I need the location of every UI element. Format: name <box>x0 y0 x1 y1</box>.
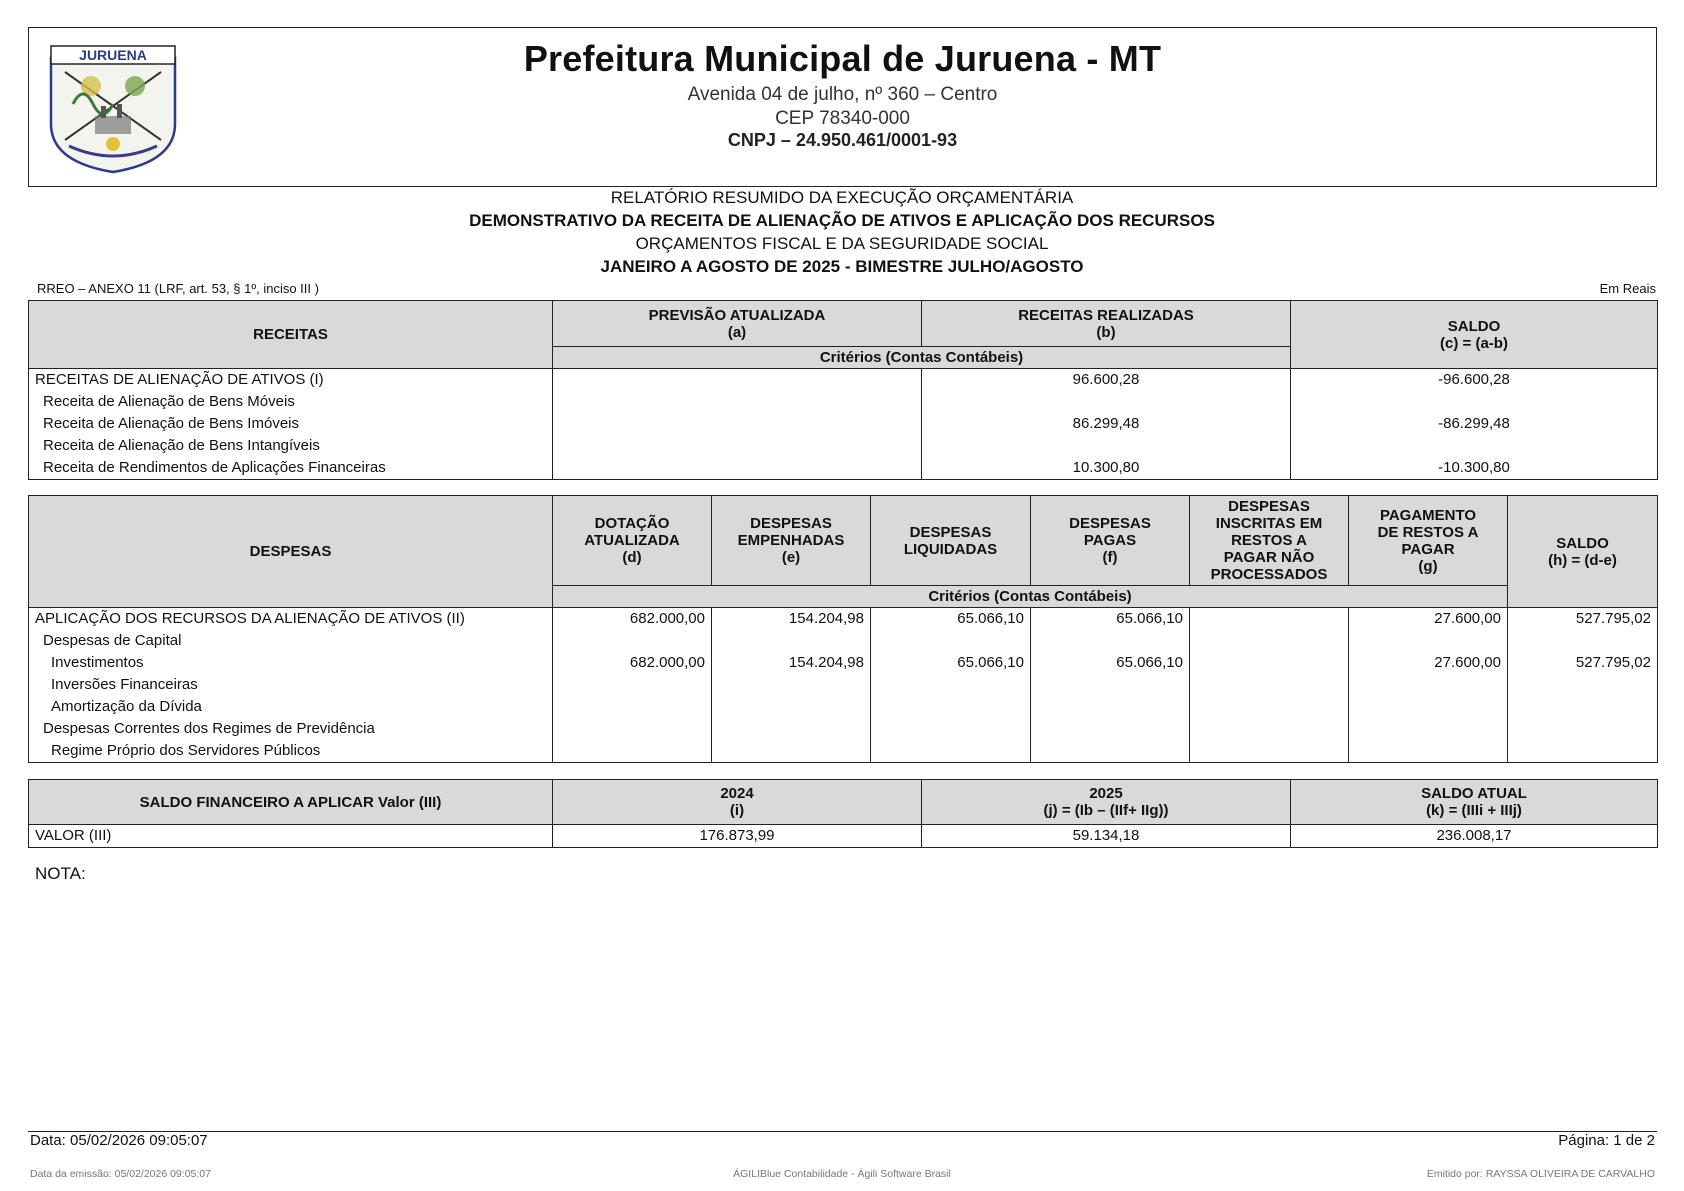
col-empenhadas: DESPESAS EMPENHADAS (e) <box>712 496 871 586</box>
table-row: Investimentos 682.000,00 154.204,98 65.066,10 65.066,10 27.600,00 527.795,02 <box>29 652 1658 674</box>
col-dotacao: DOTAÇÃO ATUALIZADA (d) <box>553 496 712 586</box>
emission-date: Data da emissão: 05/02/2026 09:05:07 <box>30 1168 211 1180</box>
table-row: Receita de Alienação de Bens Imóveis 86.299,48 -86.299,48 <box>29 413 1658 435</box>
col-despesas: DESPESAS <box>29 496 553 608</box>
table-row: APLICAÇÃO DOS RECURSOS DA ALIENAÇÃO DE ATIVOS (II) 682.000,00 154.204,98 65.066,10 65.066,10 27.600,00 527.795,02 <box>29 608 1658 631</box>
table-row: Receita de Alienação de Bens Intangíveis <box>29 435 1658 457</box>
address: Avenida 04 de julho, nº 360 – Centro <box>687 84 998 105</box>
crest-label: JURUENA <box>79 47 147 63</box>
col-liquidadas: DESPESAS LIQUIDADAS <box>871 496 1031 586</box>
table-row: Despesas Correntes dos Regimes de Previdência <box>29 718 1658 740</box>
table-row: VALOR (III) 176.873,99 59.134,18 236.008,17 <box>29 825 1658 848</box>
col-saldo: SALDO (c) = (a-b) <box>1291 301 1658 369</box>
report-title-2: DEMONSTRATIVO DA RECEITA DE ALIENAÇÃO DE ATIVOS E APLICAÇÃO DOS RECURSOS <box>469 211 1215 230</box>
nota-label: NOTA: <box>35 864 86 883</box>
cep: CEP 78340-000 <box>775 108 910 129</box>
cnpj: CNPJ – 24.950.461/0001-93 <box>727 130 958 150</box>
table-row: Despesas de Capital <box>29 630 1658 652</box>
col-saldo-despesas: SALDO (h) = (d-e) <box>1508 496 1658 608</box>
issued-by: Emitido por: RAYSSA OLIVEIRA DE CARVALHO <box>1426 1168 1655 1180</box>
footer-date: Data: 05/02/2026 09:05:07 <box>30 1132 208 1149</box>
currency-unit: Em Reais <box>1599 281 1656 296</box>
table-row: Inversões Financeiras <box>29 674 1658 696</box>
page-title: Prefeitura Municipal de Juruena - MT <box>523 38 1162 79</box>
col-realizadas: RECEITAS REALIZADAS (b) <box>922 301 1291 347</box>
software-credit: ÁGILIBlue Contabilidade - Ágili Software Brasil <box>733 1168 951 1180</box>
annex-reference: RREO – ANEXO 11 (LRF, art. 53, § 1º, inciso III ) <box>37 281 319 296</box>
report-title-1: RELATÓRIO RESUMIDO DA EXECUÇÃO ORÇAMENTÁRIA <box>610 188 1074 207</box>
col-previsao: PREVISÃO ATUALIZADA (a) <box>553 301 922 347</box>
col-receitas: RECEITAS <box>29 301 553 369</box>
table-row: Receita de Rendimentos de Aplicações Financeiras 10.300,80 -10.300,80 <box>29 457 1658 480</box>
despesas-table <box>28 495 1658 763</box>
table-row: Amortização da Dívida <box>29 696 1658 718</box>
table-row: RECEITAS DE ALIENAÇÃO DE ATIVOS (I) 96.600,28 -96.600,28 <box>29 369 1658 392</box>
col-pagas: DESPESAS PAGAS (f) <box>1031 496 1190 586</box>
table-row: Regime Próprio dos Servidores Públicos <box>29 740 1658 763</box>
table-row: Receita de Alienação de Bens Móveis <box>29 391 1658 413</box>
col-2025: 2025 (j) = (Ib – (IIf+ IIg)) <box>922 780 1291 825</box>
footer-divider <box>28 1131 1657 1132</box>
criterios-header: Critérios (Contas Contábeis) <box>553 347 1291 369</box>
col-2024: 2024 (i) <box>553 780 922 825</box>
criterios-header: Critérios (Contas Contábeis) <box>553 586 1508 608</box>
col-pagamento-restos: PAGAMENTO DE RESTOS A PAGAR (g) <box>1349 496 1508 586</box>
header-box <box>28 27 1657 187</box>
saldo-financeiro-table <box>28 779 1658 848</box>
col-restos-nao-processados: DESPESAS INSCRITAS EM RESTOS A PAGAR NÃO PROCESSADOS <box>1190 496 1349 586</box>
col-saldo-atual: SALDO ATUAL (k) = (IIIi + IIIj) <box>1291 780 1658 825</box>
col-saldo-financeiro: SALDO FINANCEIRO A APLICAR Valor (III) <box>29 780 553 825</box>
report-period: JANEIRO A AGOSTO DE 2025 - BIMESTRE JULHO/AGOSTO <box>600 257 1084 276</box>
receitas-table <box>28 300 1658 480</box>
page-number: Página: 1 de 2 <box>1558 1132 1655 1149</box>
report-title-3: ORÇAMENTOS FISCAL E DA SEGURIDADE SOCIAL <box>635 234 1049 253</box>
